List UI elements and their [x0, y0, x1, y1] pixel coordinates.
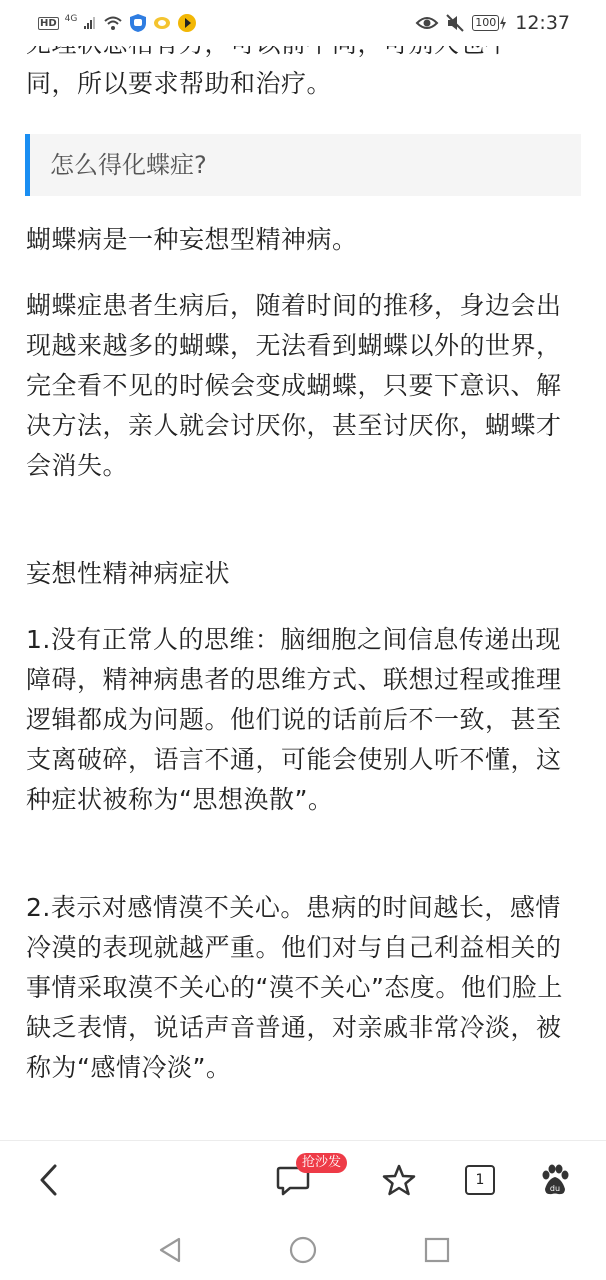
status-left — [38, 11, 197, 35]
battery-level: 100 — [472, 15, 499, 31]
article-paragraph-1: 同，所以要求帮助和治疗。 — [26, 69, 333, 98]
triangle-back-icon — [157, 1236, 183, 1264]
article-subheading: 妄想性精神病症状 — [26, 559, 231, 588]
shield-app-icon — [129, 13, 147, 33]
battery-icon — [472, 15, 507, 31]
article-content — [0, 46, 606, 1140]
clock: 12:37 — [515, 12, 570, 34]
hd-indicator: HD — [40, 17, 57, 29]
article-paragraph-4: 1.没有正常人的思维：脑细胞之间信息传递出现障碍，精神病患者的思维方式、联想过程或推理逻辑都成为问题。他们说的话前后不一致，甚至支离破碎，语言不通，可能会使别人听不懂，这种症状被称为“思想涣散”。 — [26, 625, 562, 814]
back-button[interactable] — [24, 1155, 74, 1205]
nav-recents-button[interactable] — [417, 1230, 457, 1270]
eye-icon — [416, 15, 438, 31]
square-recents-icon — [423, 1236, 451, 1264]
article-paragraph-5: 2.表示对感情漠不关心。患病的时间越长，感情冷漠的表现就越严重。他们对与自己利益相关的事情采取漠不关心的“漠不关心”态度。他们脸上缺乏表情，说话声音普通，对亲戚非常冷淡，被称为“感情冷淡”。 — [26, 893, 563, 1082]
system-nav-bar — [0, 1218, 606, 1280]
circle-home-icon — [288, 1235, 318, 1265]
music-app-icon — [177, 13, 197, 33]
article-paragraph-3: 蝴蝶症患者生病后，随着时间的推移，身边会出现越来越多的蝴蝶，无法看到蝴蝶以外的世界，完全看不见的时候会变成蝴蝶，只要下意识、解决方法，亲人就会讨厌你，甚至讨厌你，蝴蝶才会消失。 — [26, 291, 562, 480]
nav-home-button[interactable] — [283, 1230, 323, 1270]
svg-text:du: du — [549, 1184, 561, 1193]
tabs-button[interactable] — [455, 1155, 505, 1205]
mute-icon — [446, 14, 464, 32]
status-bar — [0, 0, 606, 46]
status-right — [416, 10, 570, 36]
favorite-button[interactable] — [374, 1155, 424, 1205]
star-icon — [382, 1163, 416, 1197]
nav-back-button[interactable] — [150, 1230, 190, 1270]
comment-badge[interactable]: 抢沙发 — [296, 1153, 347, 1173]
section-heading-quote — [25, 134, 581, 196]
chat-app-icon — [153, 14, 171, 32]
baidu-button[interactable] — [530, 1155, 580, 1205]
baidu-paw-icon — [538, 1163, 572, 1197]
article-paragraph-2: 蝴蝶病是一种妄想型精神病。 — [26, 225, 358, 254]
network-type: 4G — [64, 14, 78, 24]
tabs-icon: 1 — [465, 1165, 495, 1195]
signal-icon — [83, 16, 97, 30]
bottom-toolbar — [0, 1140, 606, 1219]
wifi-icon — [103, 15, 123, 31]
section-heading-text: 怎么得化蝶症? — [50, 151, 207, 179]
back-arrow-icon — [36, 1162, 62, 1198]
